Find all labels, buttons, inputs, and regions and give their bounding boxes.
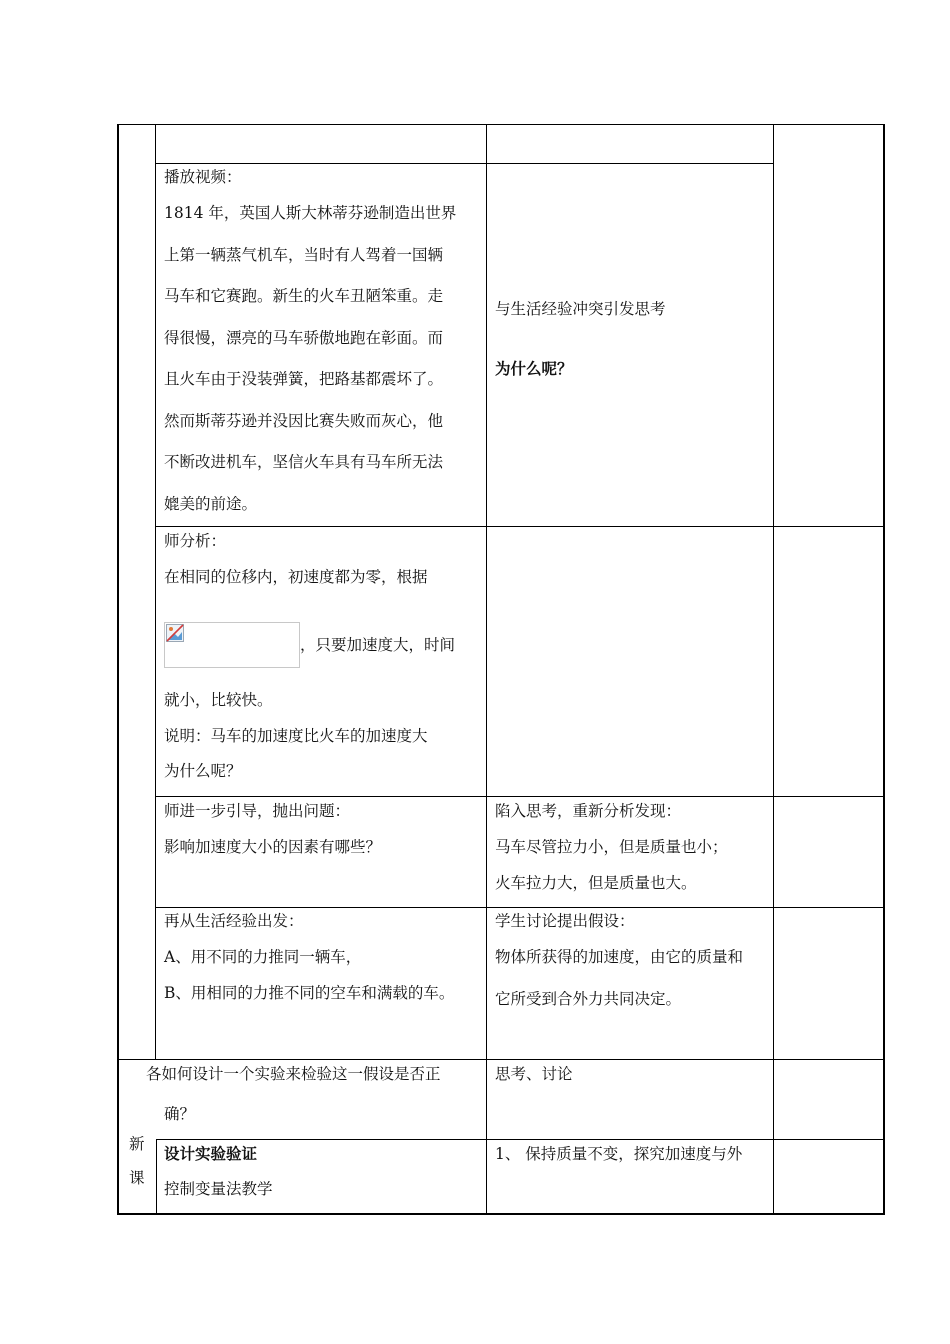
guide-student-line: 火车拉力大，但是质量也大。	[495, 874, 697, 892]
experience-student-line: 它所受到合外力共同决定。	[495, 990, 682, 1008]
analysis-line: 为什么呢？	[164, 762, 242, 780]
design-student-line: 思考、讨论	[495, 1065, 573, 1083]
formula-image-placeholder	[164, 622, 300, 668]
table-line-right	[883, 124, 885, 1215]
video-line: 且火车由于没装弹簧，把路基都震坏了。	[164, 370, 444, 388]
experience-teacher-line: B、用相同的力推不同的空车和满载的车。	[164, 984, 455, 1002]
table-line-left	[117, 124, 119, 1215]
video-line: 不断改进机车，坚信火车具有马车所无法	[164, 453, 444, 471]
table-line	[156, 1139, 885, 1140]
section-label-char: 课	[129, 1169, 145, 1187]
analysis-line: 说明：马车的加速度比火车的加速度大	[164, 727, 428, 745]
video-description	[164, 193, 456, 525]
table-line	[156, 1139, 157, 1214]
video-heading: 播放视频：	[164, 168, 242, 186]
video-line: 上第一辆蒸气机车，当时有人驾着一国辆	[164, 245, 444, 264]
table-line	[156, 907, 885, 908]
experience-teacher-line: 再从生活经验出发：	[164, 912, 304, 930]
experience-student-line: 物体所获得的加速度，由它的质量和	[495, 948, 744, 966]
table-line	[117, 1059, 885, 1060]
table-line	[156, 796, 885, 797]
table-line	[156, 526, 885, 527]
video-line: 1814 年，英国人斯大林蒂芬逊制造出世界	[164, 204, 457, 222]
table-line	[156, 163, 773, 164]
analysis-line: 就小，比较快。	[164, 691, 273, 709]
analysis-line: ，只要加速度大，时间	[300, 636, 456, 654]
guide-teacher-line: 影响加速度大小的因素有哪些？	[164, 838, 382, 856]
video-question: 为什么呢？	[495, 359, 573, 378]
video-line: 然而斯蒂芬逊并没因比赛失败而灰心，他	[164, 411, 444, 430]
verify-subtitle: 控制变量法教学	[164, 1180, 273, 1198]
design-teacher-line: 确？	[164, 1105, 196, 1123]
experience-teacher-line: A、用不同的力推同一辆车，	[164, 948, 362, 966]
video-response: 与生活经验冲突引发思考	[495, 300, 666, 318]
guide-student-line: 马车尽管拉力小，但是质量也小；	[495, 838, 728, 856]
analysis-heading: 师分析：	[164, 532, 227, 550]
analysis-line: 在相同的位移内，初速度都为零，根据	[164, 568, 428, 586]
experience-student-line: 学生讨论提出假设：	[495, 912, 635, 930]
verify-student-line: 1、 保持质量不变，探究加速度与外	[495, 1145, 743, 1163]
guide-student-line: 陷入思考，重新分析发现：	[495, 802, 682, 820]
table-line	[155, 124, 156, 1059]
table-line	[486, 124, 487, 1214]
guide-teacher-line: 师进一步引导，抛出问题：	[164, 802, 351, 820]
section-label-char: 新	[129, 1135, 145, 1153]
table-line	[773, 124, 774, 1214]
design-teacher-line: 各如何设计一个实验来检验这一假设是否正	[146, 1065, 441, 1083]
video-line: 得很慢，漂亮的马车骄傲地跑在彰面。而	[164, 328, 444, 347]
video-line: 媲美的前途。	[164, 494, 258, 513]
video-line: 马车和它赛跑。新生的火车丑陋笨重。走	[164, 287, 444, 305]
verify-title: 设计实验验证	[164, 1144, 258, 1163]
table-line-bottom	[117, 1213, 885, 1215]
broken-image-icon	[166, 624, 184, 642]
table-line-top	[117, 124, 885, 125]
